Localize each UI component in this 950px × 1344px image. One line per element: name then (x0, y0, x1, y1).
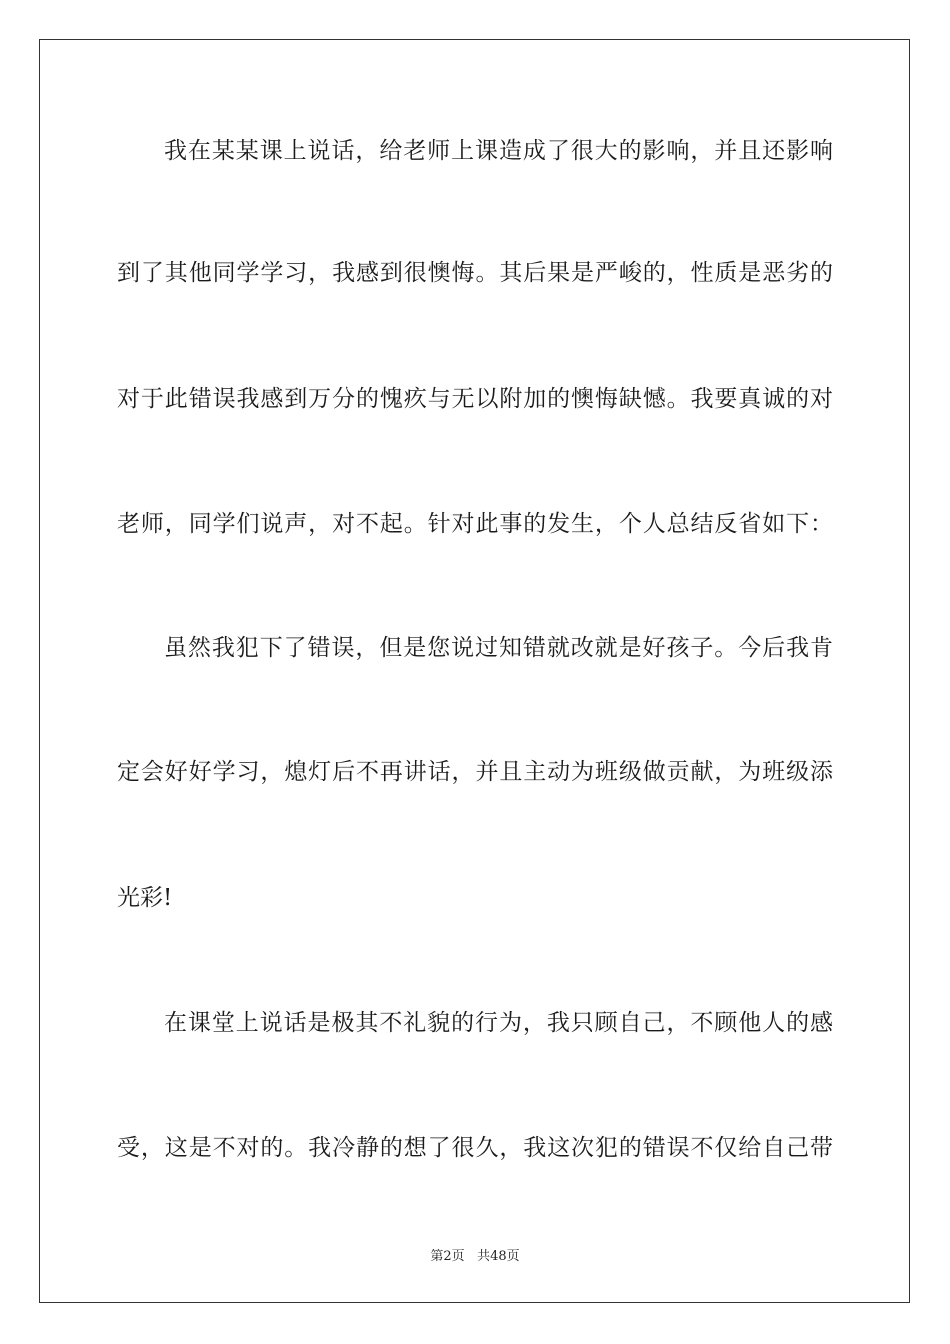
text-line: 我在某某课上说话，给老师上课造成了很大的影响，并且还影响 (164, 138, 833, 164)
text-line: 在课堂上说话是极其不礼貌的行为，我只顾自己，不顾他人的感 (164, 1010, 833, 1036)
text-line: 对于此错误我感到万分的愧疚与无以附加的懊悔缺憾。我要真诚的对 (117, 386, 833, 412)
text-line: 光彩! (117, 885, 173, 911)
text-line: 到了其他同学学习，我感到很懊悔。其后果是严峻的，性质是恶劣的 (117, 260, 833, 286)
page-total: 共48页 (477, 1249, 520, 1264)
page-footer (0, 1245, 950, 1264)
text-line: 受，这是不对的。我冷静的想了很久，我这次犯的错误不仅给自己带 (117, 1135, 833, 1161)
text-line: 虽然我犯下了错误，但是您说过知错就改就是好孩子。今后我肯 (164, 635, 833, 661)
text-line: 老师，同学们说声，对不起。针对此事的发生，个人总结反省如下： (117, 511, 833, 537)
page-frame (39, 39, 910, 1303)
text-line: 定会好好学习，熄灯后不再讲话，并且主动为班级做贡献，为班级添 (117, 759, 833, 785)
page-number: 第2页 (430, 1249, 465, 1264)
